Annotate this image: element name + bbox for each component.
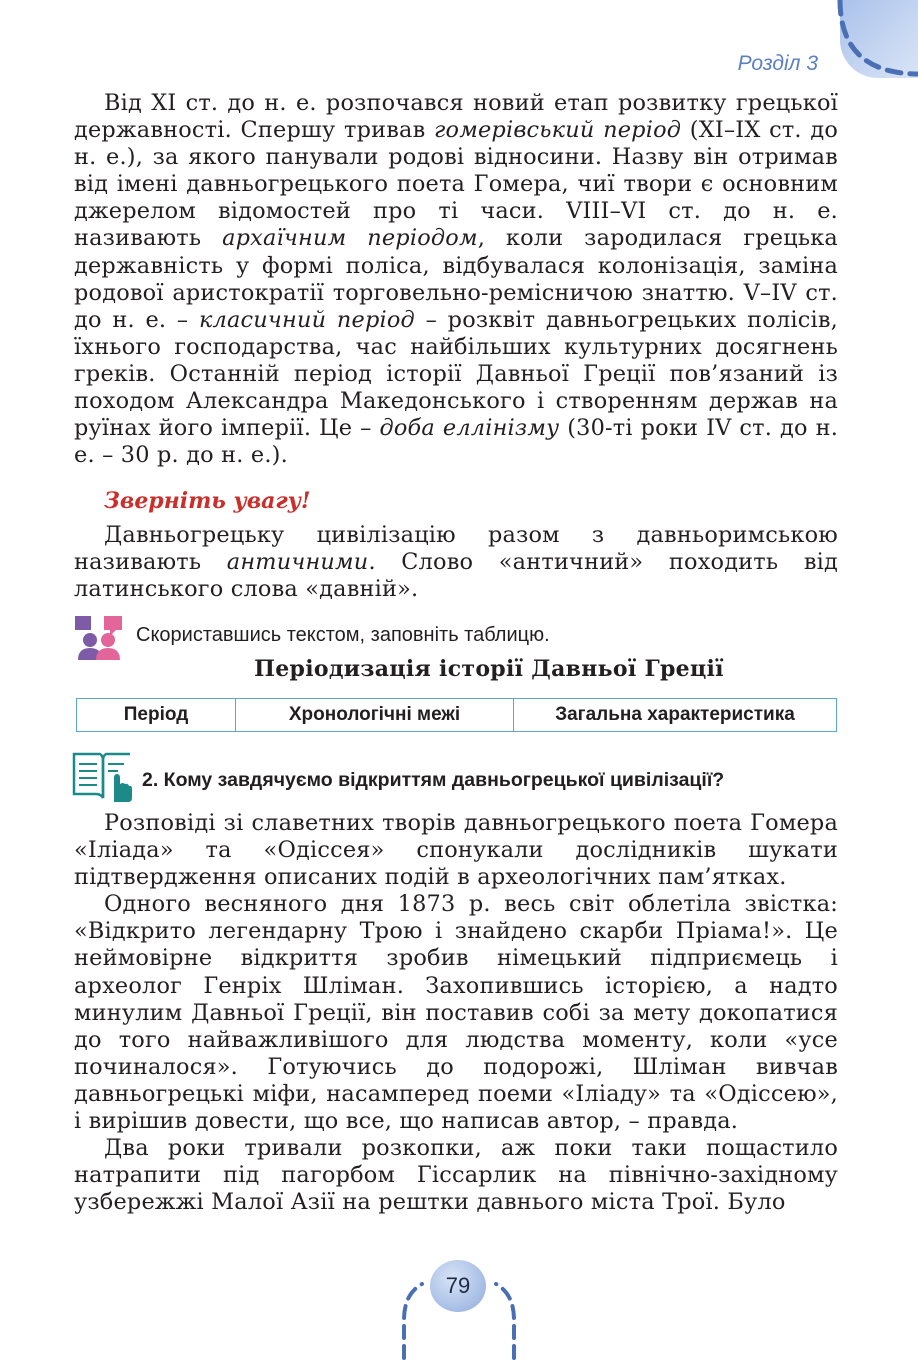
body-paragraph-3: Два роки тривали розкопки, аж поки таки пощастило натрапити під пагорбом Гіссарлик на північно-західному узбережжі Малої Азії на рештки давнього міста Трої. Було	[74, 1135, 838, 1216]
intro-paragraph: Від XI ст. до н. е. розпочався новий етап розвитку грецької державності. Спершу тривав гомерівський період (XI–IX ст. до н. е.), за якого панували родові відносини. Назву він отримав від імені давньогрецького поета Гомера, чиї твори є основним джерелом відомостей про ті часи. VIII–VI ст. до н. е. називають архаїчним періодом, коли зародилася грецька державність у формі поліса, відбувалася колонізація, заміна родової аристократії торговельно-ремісничою знаттю. V–IV ст. до н. е. – класичний період – розквіт давньогрецьких полісів, їхнього господарства, час найбільших культурних досягнень греків. Останній період історії Давньої Греції пов’язаний із походом Александра Македонського і створенням держав на руїнах його імперії. Це – доба еллінізму (30-ті роки IV ст. до н. е. – 30 р. до н. е.).	[74, 90, 839, 469]
group-work-icon	[74, 614, 126, 662]
header-period: Період	[77, 699, 236, 732]
page-number: 79	[430, 1260, 486, 1312]
header-characteristic: Загальна характеристика	[514, 699, 837, 732]
attention-heading: Зверніть увагу!	[104, 488, 311, 514]
corner-tab	[840, 0, 918, 78]
periodization-table	[76, 698, 837, 732]
term-classical: класичний період	[198, 306, 415, 333]
table-header-row	[77, 699, 837, 732]
body-text	[74, 810, 838, 1216]
attention-paragraph: Давньогрецьку цивілізацію разом з давньоримською називають античними. Слово «античний» походить від латинського слова «давній».	[74, 522, 838, 603]
header-chronology: Хронологічні межі	[236, 699, 514, 732]
term-hellenism: доба еллінізму	[379, 415, 560, 442]
page-footer	[398, 1258, 520, 1360]
section-label: Розділ 3	[737, 52, 818, 75]
question-heading: 2. Кому завдячуємо відкриттям давньогрецької цивілізації?	[142, 769, 725, 791]
book-pointer-icon	[72, 748, 134, 804]
term-antique: античними	[226, 549, 369, 576]
table-title: Періодизація історії Давньої Греції	[254, 656, 724, 682]
body-paragraph-1: Розповіді зі славетних творів давньогрецького поета Гомера «Іліада» та «Одіссея» спонукали дослідників шукати підтвердження описаних подій в археологічних пам’ятках.	[74, 810, 838, 891]
term-homeric: гомерівський період	[434, 117, 682, 144]
section-question	[72, 748, 862, 804]
term-archaic: архаїчним періодом	[222, 225, 478, 252]
task-text: Скориставшись текстом, заповніть таблицю.	[136, 624, 550, 646]
body-paragraph-2: Одного весняного дня 1873 р. весь світ облетіла звістка: «Відкрито легендарну Трою і знайдено скарби Пріама!». Це неймовірне відкриття зробив німецький підприємець і археолог Генріх Шліман. Захопившись історією, а надто минулим Давньої Греції, він поставив собі за мету докопатися до того найважливішого для людства моменту, коли «усе починалося». Готуючись до подорожі, Шліман вивчав давньогрецькі міфи, насамперед поеми «Іліаду» та «Одіссею», і вирішив довести, що все, що написав автор, – правда.	[74, 891, 838, 1135]
